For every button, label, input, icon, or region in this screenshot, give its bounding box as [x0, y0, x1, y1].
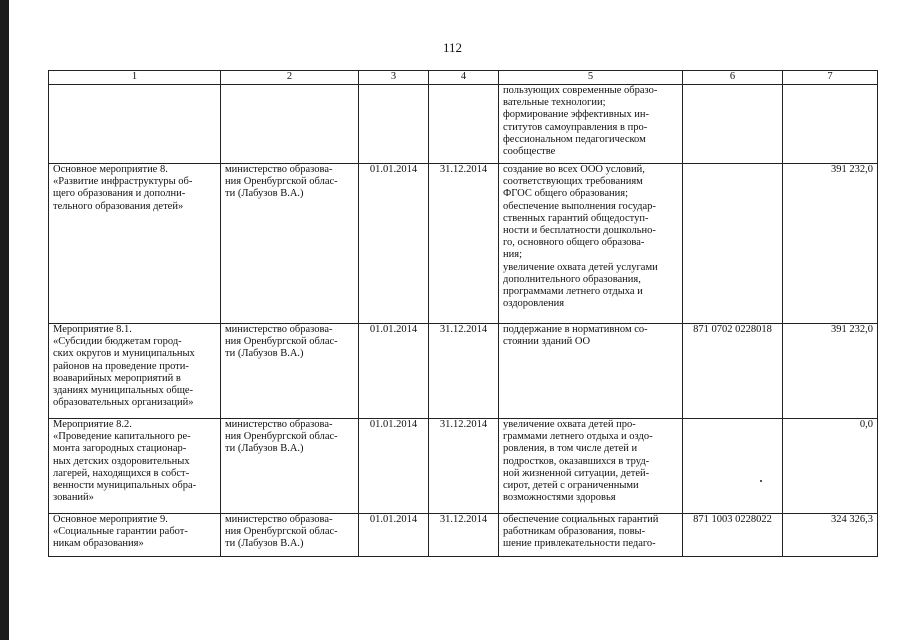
- activity-name-cell: [49, 419, 221, 514]
- table-row: [49, 514, 878, 557]
- text-line: оздоровления: [503, 298, 565, 310]
- text-line: ственных гарантий общедоступ-: [503, 212, 649, 224]
- text-line: соответствующих требованиям: [503, 176, 643, 188]
- text-line: подростков, оказавшихся в труд-: [503, 455, 650, 467]
- activity-name-cell: [49, 324, 221, 419]
- expected-result-cell: [499, 85, 683, 164]
- start-date-cell: 01.01.2014: [359, 164, 429, 324]
- executor-cell: [221, 514, 359, 557]
- text-line: лагерей, находящихся в собст-: [53, 467, 190, 479]
- text-line: ФГОС общего образования;: [503, 188, 629, 200]
- end-date-cell: 31.12.2014: [429, 324, 499, 419]
- text-line: «Проведение капитального ре-: [53, 431, 191, 443]
- text-line: ных детских оздоровительных: [53, 455, 190, 467]
- text-line: дополнительного образования,: [503, 273, 641, 285]
- text-line: работникам образования, повы-: [503, 526, 646, 538]
- amount-cell: 391 232,0: [783, 164, 878, 324]
- amount-cell: [783, 85, 878, 164]
- scan-edge: [0, 0, 9, 640]
- table-row: [49, 419, 878, 514]
- text-line: увеличение охвата детей услугами: [503, 261, 658, 273]
- expected-result-cell: [499, 419, 683, 514]
- text-line: ровления, в том числе детей и: [503, 443, 638, 455]
- text-line: формирование эффективных ин-: [503, 109, 649, 121]
- amount-cell: 324 326,3: [783, 514, 878, 557]
- activity-name-cell: [49, 514, 221, 557]
- activity-name-cell: [49, 164, 221, 324]
- executor-cell: [221, 324, 359, 419]
- text-line: граммами летнего отдыха и оздо-: [503, 431, 653, 443]
- table-row: [49, 324, 878, 419]
- text-line: шение привлекательности педаго-: [503, 538, 656, 550]
- text-line: увеличение охвата детей про-: [503, 419, 636, 430]
- column-header: 2: [221, 71, 359, 85]
- budget-code-cell: 871 1003 0228022: [683, 514, 783, 557]
- text-line: тельного образования детей»: [53, 200, 184, 212]
- budget-code-cell: [683, 85, 783, 164]
- text-line: ститутов самоуправления в про-: [503, 121, 648, 133]
- expected-result-cell: [499, 164, 683, 324]
- start-date-cell: 01.01.2014: [359, 324, 429, 419]
- text-line: вательные технологии;: [503, 97, 606, 109]
- text-line: районов на проведение проти-: [53, 360, 189, 372]
- text-line: го, основного общего образова-: [503, 237, 645, 249]
- text-line: монта загородных стационар-: [53, 443, 187, 455]
- text-line: «Развитие инфраструктуры об-: [53, 176, 193, 188]
- text-line: ти (Лабузов В.А.): [225, 188, 304, 200]
- text-line: сообществе: [503, 146, 556, 158]
- activity-name-cell: [49, 85, 221, 164]
- column-number-row: [49, 71, 878, 85]
- start-date-cell: [359, 85, 429, 164]
- text-line: министерство образова-: [225, 419, 333, 430]
- budget-code-cell: [683, 419, 783, 514]
- text-line: Мероприятие 8.2.: [53, 419, 132, 430]
- text-line: Мероприятие 8.1.: [53, 324, 132, 335]
- end-date-cell: 31.12.2014: [429, 514, 499, 557]
- expected-result-cell: [499, 514, 683, 557]
- column-header: 7: [783, 71, 878, 85]
- text-line: ния Оренбургской облас-: [225, 176, 338, 188]
- text-line: поддержание в нормативном со-: [503, 324, 648, 335]
- page-number: 112: [442, 40, 463, 55]
- text-line: обеспечение социальных гарантий: [503, 514, 659, 525]
- text-line: сирот, детей с ограниченными: [503, 480, 639, 492]
- column-header: 1: [49, 71, 221, 85]
- text-line: Основное мероприятие 9.: [53, 514, 168, 525]
- text-line: ти (Лабузов В.А.): [225, 348, 304, 360]
- text-line: пользующих современные образо-: [503, 85, 658, 96]
- text-line: щего образования и дополни-: [53, 188, 186, 200]
- text-line: Основное мероприятие 8.: [53, 164, 168, 175]
- text-line: возможностями здоровья: [503, 492, 616, 504]
- text-line: «Социальные гарантии работ-: [53, 526, 188, 538]
- column-header: 6: [683, 71, 783, 85]
- end-date-cell: 31.12.2014: [429, 419, 499, 514]
- table-row: [49, 164, 878, 324]
- end-date-cell: 31.12.2014: [429, 164, 499, 324]
- start-date-cell: 01.01.2014: [359, 514, 429, 557]
- text-line: воаварийных мероприятий в: [53, 372, 181, 384]
- text-line: стоянии зданий ОО: [503, 336, 591, 348]
- text-line: венности муниципальных обра-: [53, 480, 197, 492]
- text-line: создание во всех ООО условий,: [503, 164, 645, 175]
- table-row: [49, 85, 878, 164]
- scan-dot: [760, 480, 762, 482]
- executor-cell: [221, 419, 359, 514]
- text-line: ния Оренбургской облас-: [225, 336, 338, 348]
- text-line: ских округов и муниципальных: [53, 348, 195, 360]
- column-header: 5: [499, 71, 683, 85]
- text-line: образовательных организаций»: [53, 397, 194, 409]
- text-line: никам образования»: [53, 538, 144, 550]
- text-line: ния Оренбургской облас-: [225, 526, 338, 538]
- budget-code-cell: 871 0702 0228018: [683, 324, 783, 419]
- text-line: министерство образова-: [225, 164, 333, 175]
- text-line: министерство образова-: [225, 324, 333, 335]
- text-line: обеспечение выполнения государ-: [503, 200, 656, 212]
- text-line: министерство образова-: [225, 514, 333, 525]
- executor-cell: [221, 85, 359, 164]
- text-line: ности и бесплатности дошкольно-: [503, 225, 656, 237]
- executor-cell: [221, 164, 359, 324]
- text-line: ния Оренбургской облас-: [225, 431, 338, 443]
- program-table: [48, 70, 878, 557]
- expected-result-cell: [499, 324, 683, 419]
- text-line: зований»: [53, 492, 94, 504]
- budget-code-cell: [683, 164, 783, 324]
- end-date-cell: [429, 85, 499, 164]
- text-line: программами летнего отдыха и: [503, 286, 643, 298]
- column-header: 4: [429, 71, 499, 85]
- text-line: ной жизненной ситуации, детей-: [503, 467, 650, 479]
- text-line: «Субсидии бюджетам город-: [53, 336, 182, 348]
- text-line: ти (Лабузов В.А.): [225, 538, 304, 550]
- text-line: ти (Лабузов В.А.): [225, 443, 304, 455]
- text-line: зданиях муниципальных обще-: [53, 385, 194, 397]
- amount-cell: 391 232,0: [783, 324, 878, 419]
- column-header: 3: [359, 71, 429, 85]
- text-line: ния;: [503, 249, 522, 261]
- start-date-cell: 01.01.2014: [359, 419, 429, 514]
- amount-cell: 0,0: [783, 419, 878, 514]
- text-line: фессиональном педагогическом: [503, 133, 646, 145]
